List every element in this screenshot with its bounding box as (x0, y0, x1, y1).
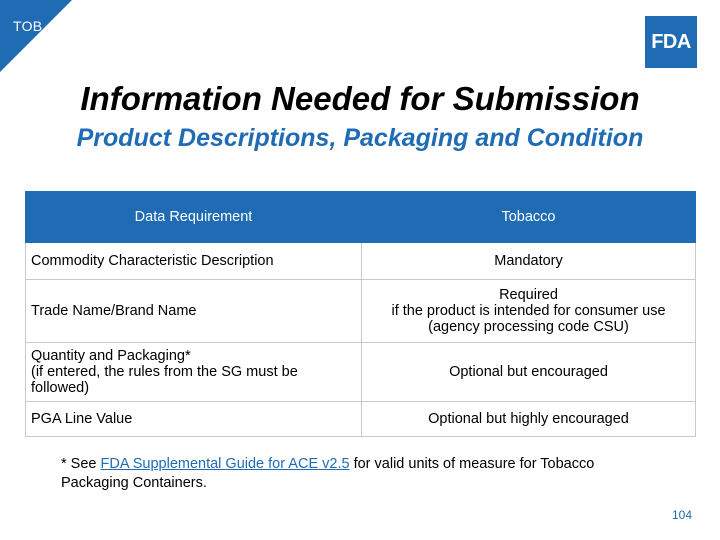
header-data-requirement: Data Requirement (26, 192, 362, 243)
requirement-line: followed) (31, 380, 90, 396)
requirement-cell (26, 343, 362, 402)
slide-title: Information Needed for Submission (80, 80, 640, 117)
tobacco-cell: Mandatory (362, 243, 696, 280)
tobacco-cell: Optional but highly encouraged (362, 402, 696, 437)
table-row (26, 280, 696, 343)
requirement-cell: PGA Line Value (26, 402, 362, 437)
corner-tab (0, 0, 72, 72)
fda-logo: FDA (645, 16, 697, 68)
table-row (26, 402, 696, 437)
table-row (26, 243, 696, 280)
table-row (26, 343, 696, 402)
corner-label: TOB (13, 18, 43, 34)
requirement-line: (if entered, the rules from the SG must be (31, 364, 298, 380)
footnote (61, 455, 681, 493)
requirements-table (25, 191, 696, 437)
requirement-line: Quantity and Packaging* (31, 348, 191, 364)
header-tobacco: Tobacco (362, 192, 696, 243)
footnote-suffix: for valid units of measure for Tobacco (349, 456, 595, 472)
slide-subtitle: Product Descriptions, Packaging and Condition (76, 124, 644, 152)
tobacco-line: if the product is intended for consumer use (391, 303, 666, 319)
requirement-cell: Trade Name/Brand Name (26, 280, 362, 343)
tobacco-line: Required (499, 287, 558, 303)
footnote-suffix-line2: Packaging Containers. (61, 475, 207, 491)
requirement-cell: Commodity Characteristic Description (26, 243, 362, 280)
supplemental-guide-link[interactable]: FDA Supplemental Guide for ACE v2.5 (100, 456, 350, 472)
table-header-row (26, 192, 696, 243)
page-number: 104 (672, 508, 693, 522)
tobacco-cell: Optional but encouraged (362, 343, 696, 402)
footnote-prefix: * See (61, 456, 101, 472)
tobacco-cell (362, 280, 696, 343)
tobacco-line: (agency processing code CSU) (428, 319, 629, 335)
